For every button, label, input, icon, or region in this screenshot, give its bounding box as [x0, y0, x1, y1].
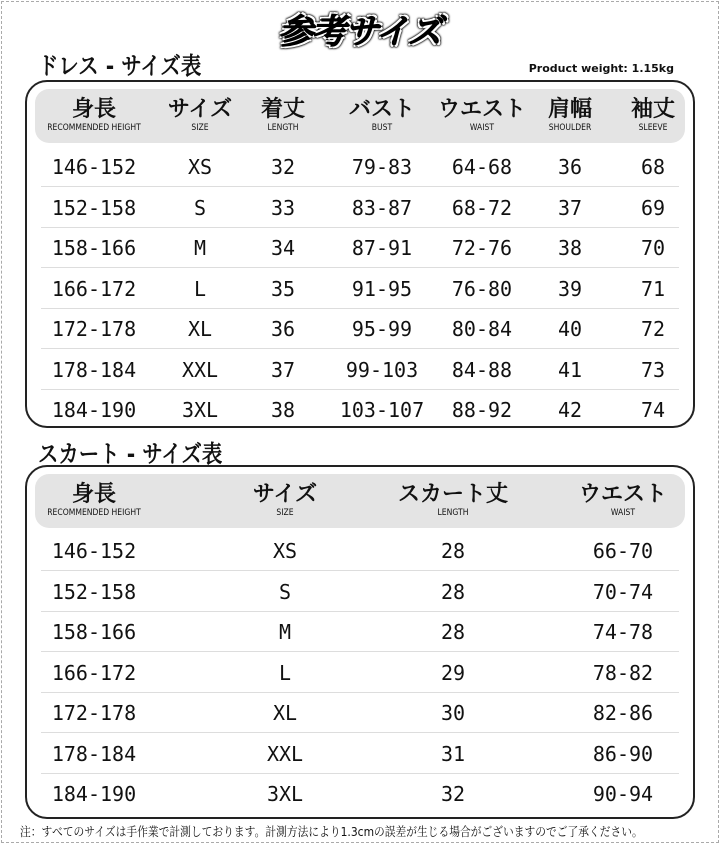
skirt-section-title: スカート - サイズ表	[38, 440, 223, 468]
table-cell: 39	[557, 276, 583, 301]
table-cell: XS	[272, 539, 298, 563]
table-cell: 31	[440, 741, 466, 766]
table-cell: 36	[270, 317, 296, 341]
table-cell: 35	[270, 276, 296, 301]
table-cell: 172-178	[51, 701, 137, 725]
table-cell: S	[193, 195, 207, 220]
table-cell: 91-95	[351, 276, 413, 301]
table-cell: 28	[440, 539, 466, 563]
table-row	[41, 612, 679, 652]
table-cell: 146-152	[51, 539, 137, 563]
table-cell: 32	[270, 155, 296, 179]
table-cell: 37	[557, 195, 583, 220]
header-en-label: RECOMMENDED HEIGHT	[47, 508, 141, 518]
table-cell: M	[193, 236, 207, 260]
dress-table-header	[35, 89, 685, 143]
table-cell: 28	[440, 579, 466, 604]
table-cell: 76-80	[451, 276, 513, 301]
table-cell: 70-74	[592, 579, 654, 604]
table-cell: 184-190	[51, 398, 137, 422]
table-cell: 30	[440, 701, 466, 725]
table-cell: 69	[640, 195, 666, 220]
header-shoulder: 肩幅	[547, 97, 593, 122]
header-en-label: SIZE	[276, 508, 294, 518]
header-en-label: WAIST	[610, 508, 636, 518]
table-row	[41, 774, 679, 814]
table-cell: 78-82	[592, 660, 654, 685]
table-cell: 29	[440, 660, 466, 685]
table-cell: 34	[270, 236, 296, 260]
table-cell: 86-90	[592, 741, 654, 766]
table-cell: 72	[640, 317, 666, 341]
table-cell: XXL	[266, 741, 304, 766]
table-cell: 103-107	[339, 398, 425, 422]
header-bust: バスト	[348, 97, 416, 122]
table-cell: 28	[440, 620, 466, 644]
header-length: 着丈	[260, 97, 306, 122]
table-cell: 84-88	[451, 357, 513, 382]
table-cell: 178-184	[51, 741, 137, 766]
table-cell: 64-68	[451, 155, 513, 179]
title-text: 参考サイズ	[278, 12, 442, 52]
table-cell: 3XL	[181, 398, 219, 422]
table-row	[41, 653, 679, 693]
table-cell: 41	[557, 357, 583, 382]
table-cell: 33	[270, 195, 296, 220]
table-cell: 152-158	[51, 579, 137, 604]
table-cell: 158-166	[51, 620, 137, 644]
table-cell: 68	[640, 155, 666, 179]
header-sleeve: 袖丈	[630, 97, 676, 122]
header-en-label: BUST	[371, 123, 393, 133]
table-cell: 72-76	[451, 236, 513, 260]
table-cell: XL	[272, 701, 298, 725]
header-en-label: SIZE	[191, 123, 209, 133]
table-cell: 82-86	[592, 701, 654, 725]
dress-size-table	[25, 80, 695, 428]
table-row	[41, 572, 679, 612]
table-row	[41, 228, 679, 268]
table-cell: 36	[557, 155, 583, 179]
table-row	[41, 269, 679, 309]
table-row	[41, 734, 679, 774]
header-size: サイズ	[252, 482, 318, 507]
header-en-label: LENGTH	[437, 508, 469, 518]
table-cell: 73	[640, 357, 666, 382]
table-row	[41, 188, 679, 228]
table-cell: 95-99	[351, 317, 413, 341]
table-cell: 79-83	[351, 155, 413, 179]
table-row	[41, 309, 679, 349]
table-cell: 38	[270, 398, 296, 422]
table-cell: 3XL	[266, 782, 304, 806]
header-recommended-height: 身長	[71, 97, 117, 122]
table-cell: 172-178	[51, 317, 137, 341]
table-cell: 146-152	[51, 155, 137, 179]
table-cell: XS	[187, 155, 213, 179]
table-cell: 71	[640, 276, 666, 301]
table-cell: 83-87	[351, 195, 413, 220]
table-cell: 152-158	[51, 195, 137, 220]
table-cell: L	[193, 276, 207, 301]
product-weight: Product weight: 1.15kg	[528, 62, 674, 75]
table-row	[41, 390, 679, 430]
table-cell: 68-72	[451, 195, 513, 220]
table-cell: XL	[187, 317, 213, 341]
table-cell: 80-84	[451, 317, 513, 341]
table-cell: M	[278, 620, 292, 644]
table-cell: 99-103	[345, 357, 419, 382]
table-cell: 166-172	[51, 660, 137, 685]
table-row	[41, 350, 679, 390]
table-cell: 40	[557, 317, 583, 341]
table-cell: 158-166	[51, 236, 137, 260]
table-cell: 74	[640, 398, 666, 422]
header-recommended-height: 身長	[71, 482, 117, 507]
table-cell: L	[278, 660, 292, 685]
header-en-label: SHOULDER	[548, 123, 592, 133]
table-cell: XXL	[181, 357, 219, 382]
header-en-label: SLEEVE	[638, 123, 668, 133]
table-cell: 32	[440, 782, 466, 806]
header-length: スカート丈	[397, 482, 509, 507]
table-row	[41, 531, 679, 571]
measurement-note: 注：すべてのサイズは手作業で計測しております。計測方法により1.3cmの誤差が生じる場合がございますのでご了承ください。	[20, 824, 643, 839]
table-cell: 70	[640, 236, 666, 260]
table-cell: 38	[557, 236, 583, 260]
table-cell: 87-91	[351, 236, 413, 260]
header-en-label: WAIST	[469, 123, 495, 133]
table-cell: 37	[270, 357, 296, 382]
header-size: サイズ	[167, 97, 233, 122]
table-cell: 90-94	[592, 782, 654, 806]
table-cell: 88-92	[451, 398, 513, 422]
table-row	[41, 147, 679, 187]
header-waist: ウエスト	[578, 482, 668, 507]
skirt-table-header	[35, 474, 685, 528]
table-cell: S	[278, 579, 292, 604]
header-en-label: LENGTH	[267, 123, 299, 133]
table-cell: 166-172	[51, 276, 137, 301]
header-en-label: RECOMMENDED HEIGHT	[47, 123, 141, 133]
header-waist: ウエスト	[437, 97, 527, 122]
table-cell: 184-190	[51, 782, 137, 806]
table-cell: 66-70	[592, 539, 654, 563]
table-cell: 178-184	[51, 357, 137, 382]
dress-section-title: ドレス - サイズ表	[38, 52, 202, 80]
table-cell: 74-78	[592, 620, 654, 644]
table-cell: 42	[557, 398, 583, 422]
skirt-size-table	[25, 465, 695, 819]
table-row	[41, 693, 679, 733]
